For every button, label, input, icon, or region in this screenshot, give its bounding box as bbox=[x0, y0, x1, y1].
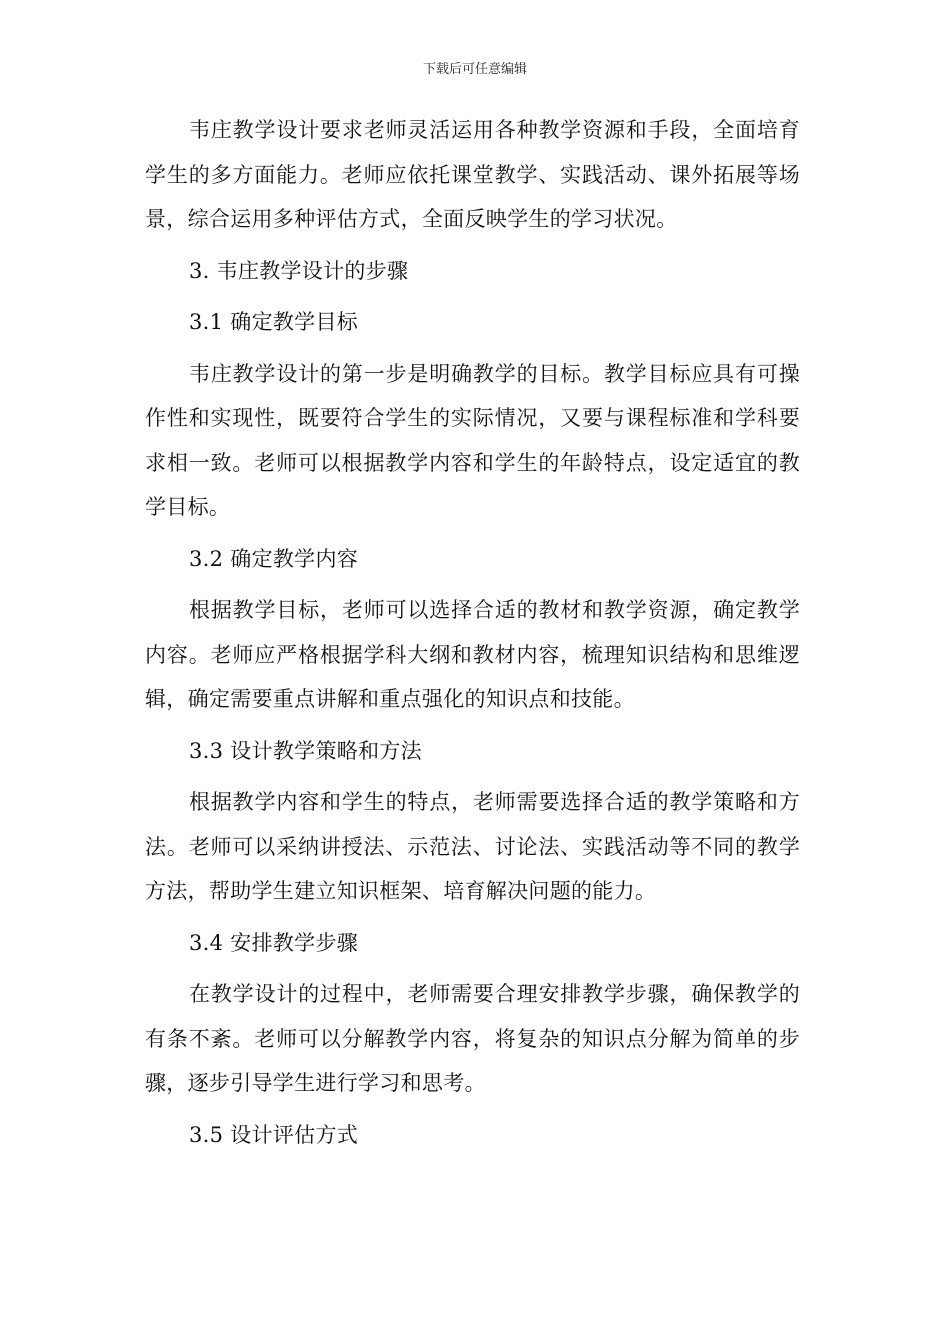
paragraph-3-3: 根据教学内容和学生的特点，老师需要选择合适的教学策略和方法。老师可以采纳讲授法、示范法、讨论法、实践活动等不同的教学方法，帮助学生建立知识框架、培育解决问题的能力。 bbox=[145, 790, 800, 903]
subsection-heading-3-1: 3.1 确定教学目标 bbox=[189, 310, 359, 334]
page-header: 下载后可任意编辑 bbox=[422, 62, 527, 77]
subsection-heading-3-3: 3.3 设计教学策略和方法 bbox=[189, 738, 422, 763]
paragraph-3-1: 韦庄教学设计的第一步是明确教学的目标。教学目标应具有可操作性和实现性，既要符合学生的实际情况，又要与课程标准和学科要求相一致。老师可以根据教学内容和学生的年龄特点，设定适宜的教学目标。 bbox=[145, 361, 800, 519]
paragraph-3-4: 在教学设计的过程中，老师需要合理安排教学步骤，确保教学的有条不紊。老师可以分解教学内容，将复杂的知识点分解为简单的步骤，逐步引导学生进行学习和思考。 bbox=[145, 982, 800, 1095]
paragraph-intro: 韦庄教学设计要求老师灵活运用各种教学资源和手段，全面培育学生的多方面能力。老师应依托课堂教学、实践活动、课外拓展等场景，综合运用多种评估方式，全面反映学生的学习状况。 bbox=[145, 118, 800, 231]
subsection-heading-3-4: 3.4 安排教学步骤 bbox=[189, 930, 359, 955]
subsection-heading-3-5: 3.5 设计评估方式 bbox=[189, 1122, 359, 1147]
section-heading-3: 3. 韦庄教学设计的步骤 bbox=[189, 258, 409, 283]
subsection-heading-3-2: 3.2 确定教学内容 bbox=[189, 546, 359, 571]
paragraph-3-2: 根据教学目标，老师可以选择合适的教材和教学资源，确定教学内容。老师应严格根据学科大纲和教材内容，梳理知识结构和思维逻辑，确定需要重点讲解和重点强化的知识点和技能。 bbox=[145, 598, 800, 711]
document-body bbox=[145, 108, 800, 1157]
